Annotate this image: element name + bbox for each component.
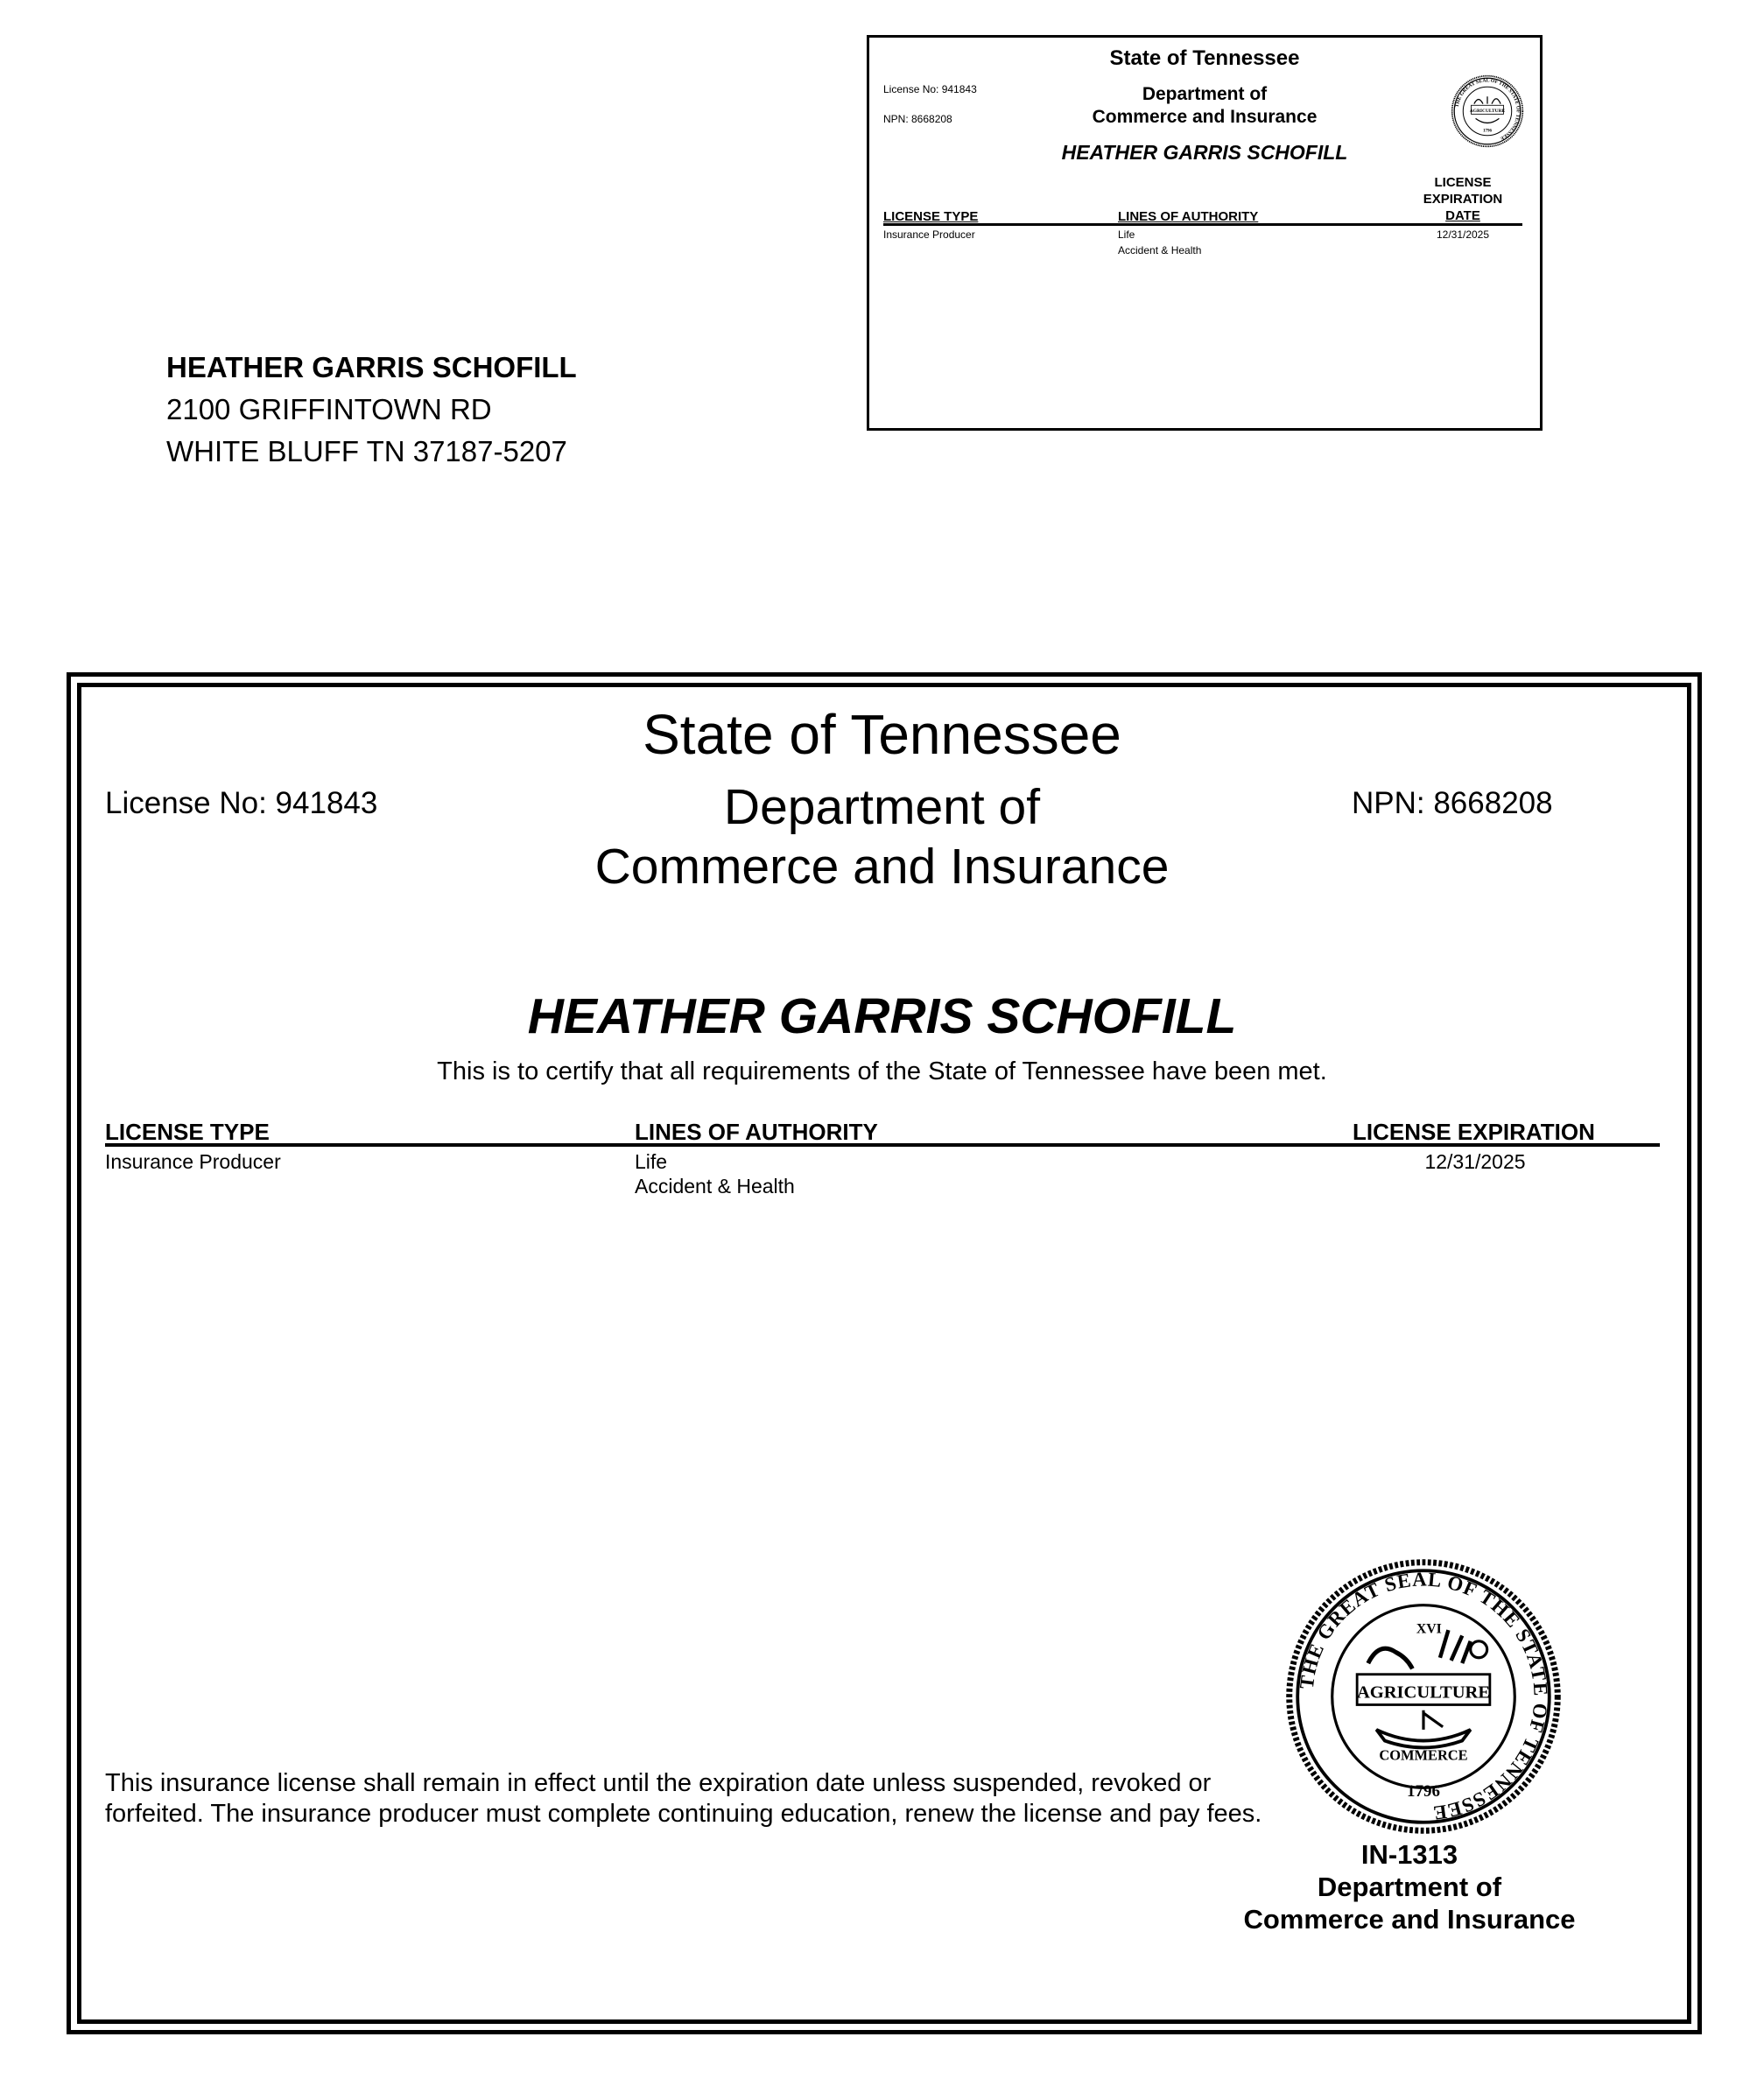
card-authority-accident-health: Accident & Health (1118, 244, 1202, 256)
card-seal-agriculture: AGRICULTURE (1469, 108, 1506, 114)
wallet-card (867, 35, 1543, 431)
certificate-npn: NPN: 8668208 (1352, 786, 1553, 820)
certificate-state-title: State of Tennessee (643, 703, 1121, 766)
card-header-exp-line1: LICENSE (1434, 175, 1492, 190)
certificate-dept-line1: Department of (723, 779, 1041, 835)
card-seal-icon (1451, 74, 1524, 148)
card-header-exp-line3: DATE (1445, 208, 1480, 223)
header-license-type: LICENSE TYPE (105, 1119, 270, 1145)
license-terms-line2: forfeited. The insurance producer must complete continuing education, renew the license and pay fees. (105, 1800, 1262, 1828)
card-dept-line2: Commerce and Insurance (1092, 107, 1318, 127)
card-header-license-type: LICENSE TYPE (883, 209, 979, 224)
card-header-expiration (1398, 174, 1528, 224)
recipient-street: 2100 GRIFFINTOWN RD (166, 393, 492, 425)
header-rule (105, 1143, 1660, 1147)
mailing-address (166, 347, 577, 473)
seal-commerce: COMMERCE (1379, 1746, 1468, 1764)
license-expiration-value: 12/31/2025 (1424, 1150, 1526, 1173)
card-license-no: License No: 941843 (883, 83, 977, 95)
certification-statement: This is to certify that all requirements of the State of Tennessee have been met. (437, 1057, 1327, 1085)
header-license-expiration: LICENSE EXPIRATION (1353, 1119, 1595, 1145)
card-dept-line1: Department of (1142, 84, 1268, 104)
license-terms-line1: This insurance license shall remain in effect until the expiration date unless suspended, revoked or (105, 1769, 1212, 1797)
seal-agriculture: AGRICULTURE (1356, 1682, 1491, 1703)
recipient-name: HEATHER GARRIS SCHOFILL (166, 351, 577, 383)
card-license-type-value: Insurance Producer (883, 228, 975, 241)
card-seal-outer-text: THE GREAT SEAL OF THE STATE OF TENNESSEE (1454, 78, 1521, 141)
seal-outer-text: THE GREAT SEAL OF THE STATE OF TENNESSEE (1295, 1568, 1552, 1825)
card-header-rule (883, 223, 1522, 226)
card-state-title: State of Tennessee (1109, 46, 1300, 70)
certificate-licensee-name: HEATHER GARRIS SCHOFILL (527, 988, 1237, 1044)
recipient-city-state-zip: WHITE BLUFF TN 37187-5207 (166, 435, 567, 467)
card-seal-year: 1796 (1482, 129, 1493, 134)
header-lines-of-authority: LINES OF AUTHORITY (635, 1119, 878, 1145)
certificate-dept-line2: Commerce and Insurance (594, 839, 1170, 895)
card-expiration-value: 12/31/2025 (1436, 228, 1490, 241)
card-header-exp-line2: EXPIRATION (1423, 192, 1503, 207)
card-authority-life: Life (1118, 228, 1135, 241)
certificate-license-no: License No: 941843 (105, 786, 378, 820)
form-dept-line2: Commerce and Insurance (1243, 1904, 1576, 1935)
form-block (1182, 1838, 1637, 1935)
state-seal-icon (1285, 1558, 1562, 1835)
seal-numeral: XVI (1416, 1621, 1442, 1637)
form-number: IN-1313 (1360, 1839, 1458, 1870)
authority-life: Life (635, 1150, 668, 1173)
seal-year: 1796 (1407, 1781, 1440, 1801)
form-dept-line1: Department of (1317, 1872, 1502, 1902)
license-terms (105, 1768, 1331, 1830)
card-npn: NPN: 8668208 (883, 113, 952, 125)
card-header-lines-of-authority: LINES OF AUTHORITY (1118, 209, 1259, 224)
authority-accident-health: Accident & Health (635, 1175, 795, 1198)
card-licensee-name: HEATHER GARRIS SCHOFILL (1061, 141, 1348, 164)
license-type-value: Insurance Producer (105, 1150, 281, 1173)
